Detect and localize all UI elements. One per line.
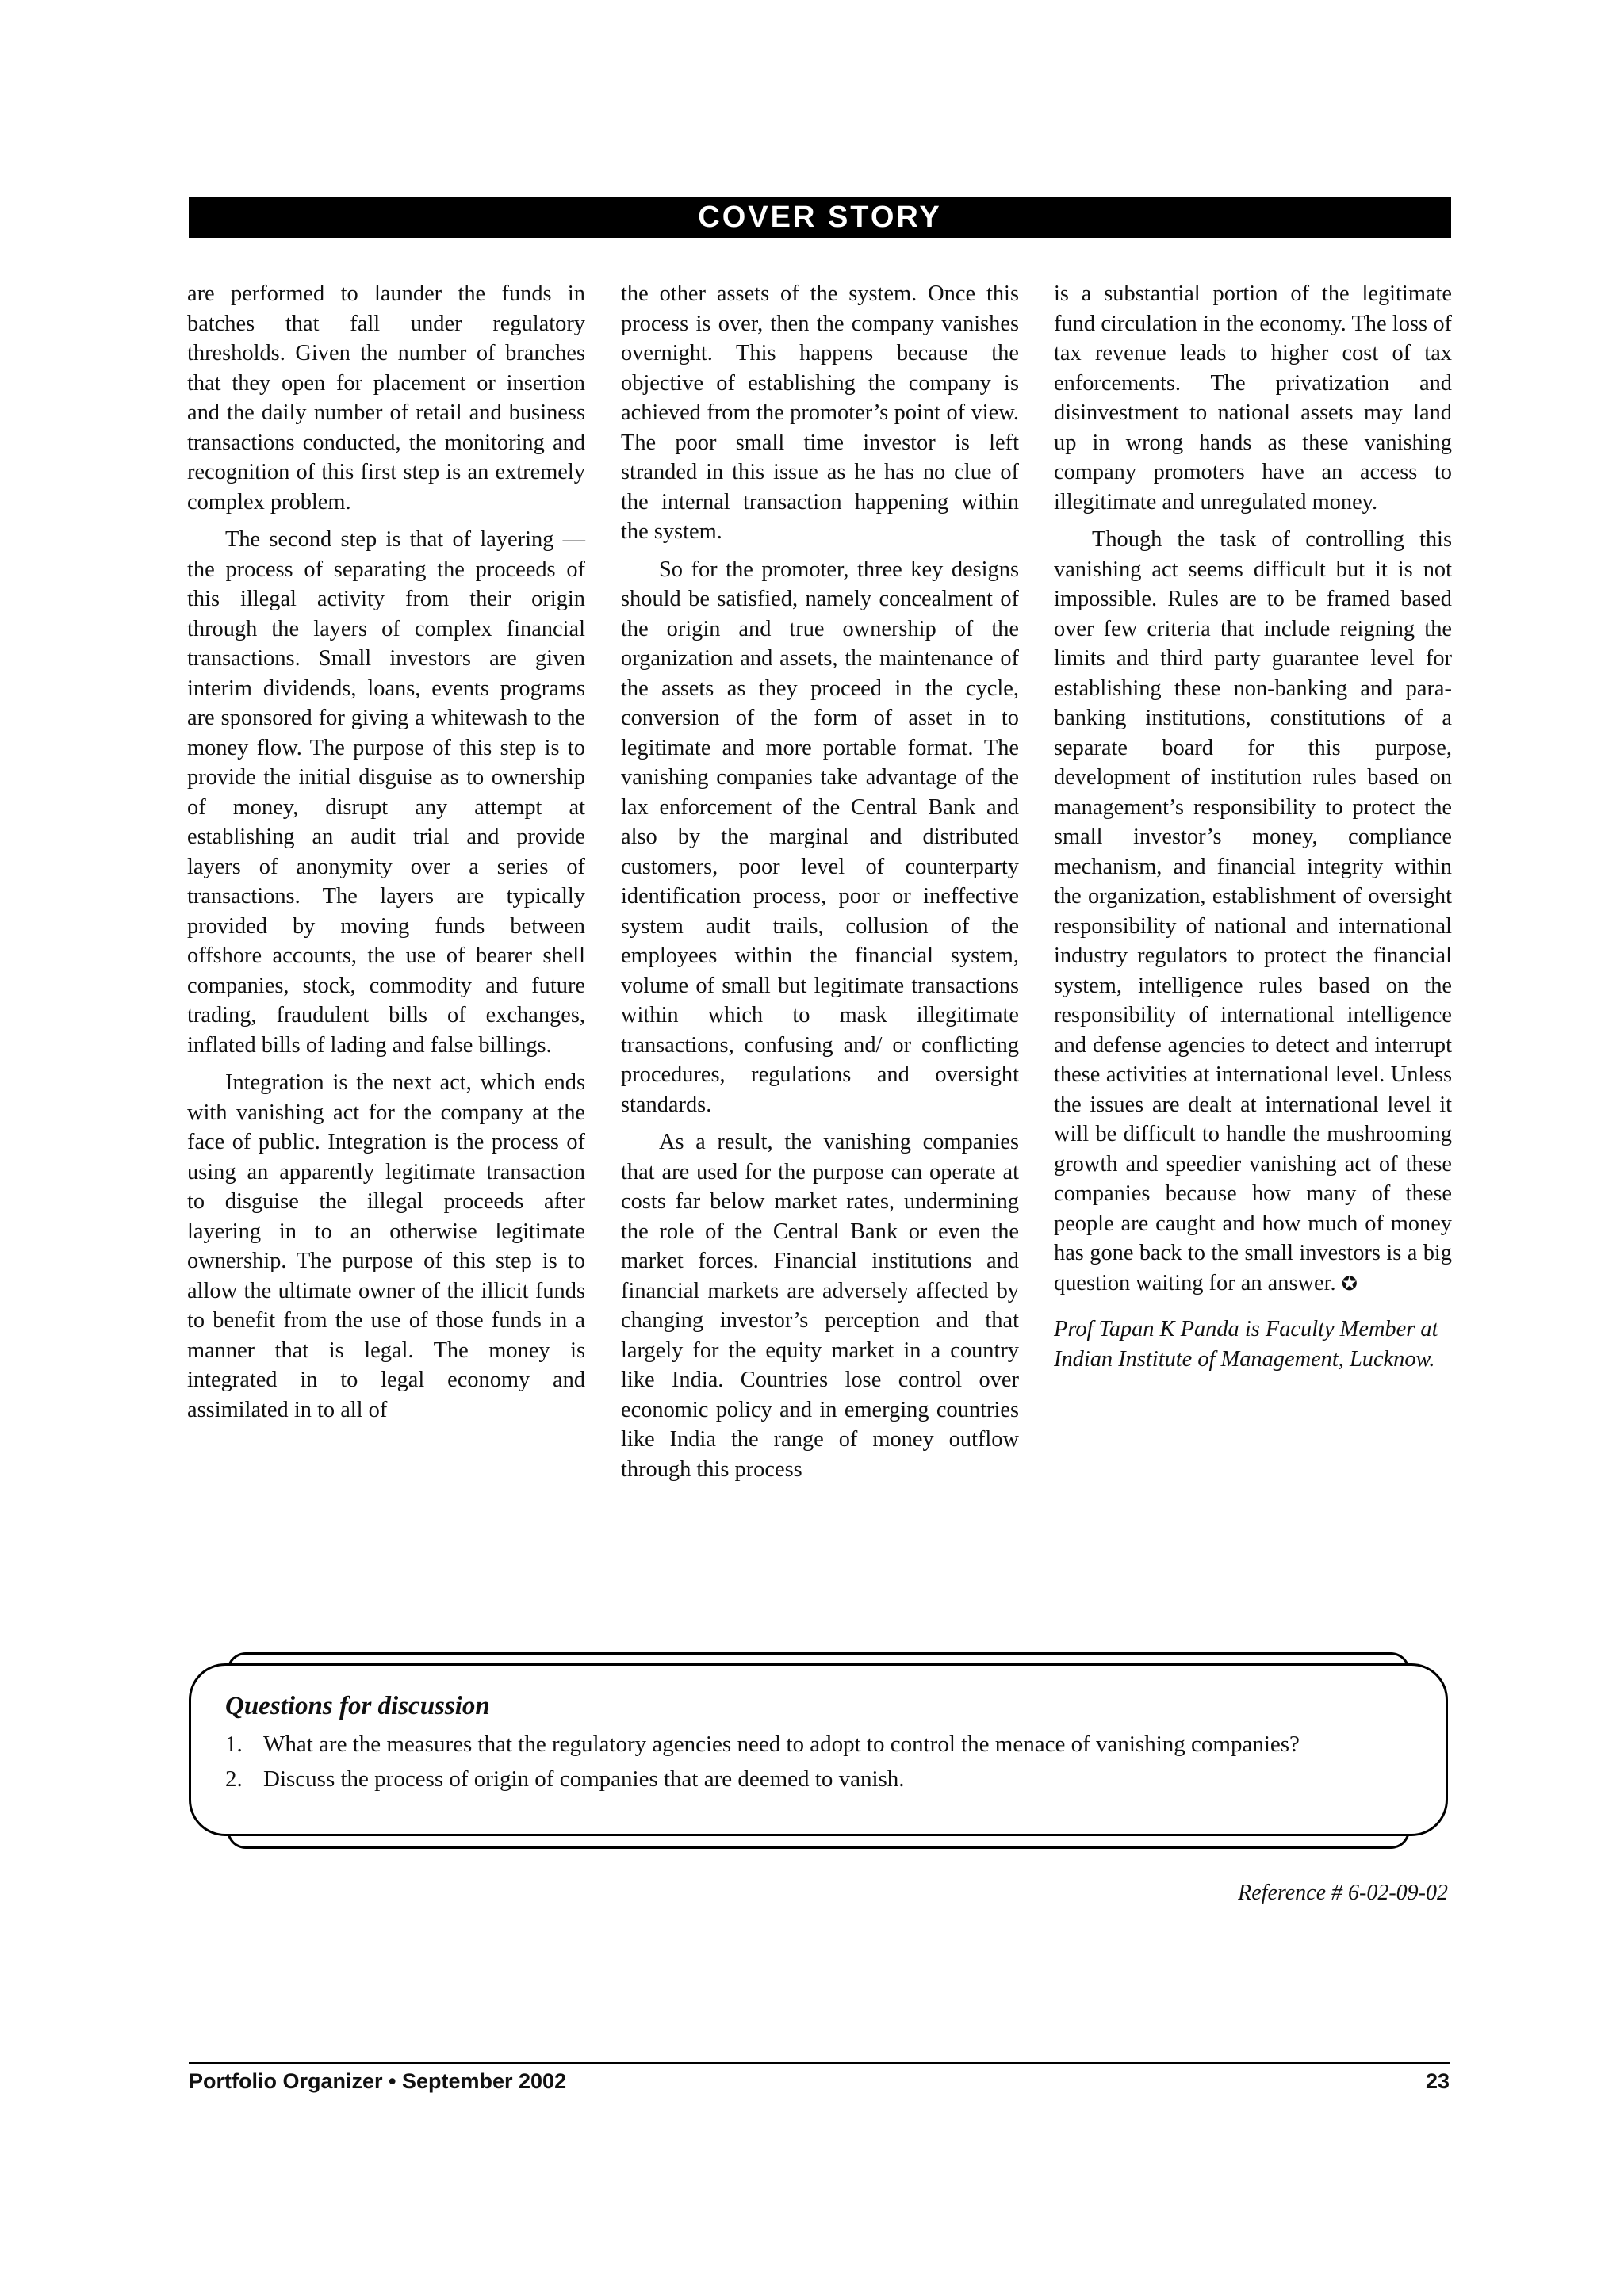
footer-publication: Portfolio Organizer • September 2002 bbox=[189, 2069, 567, 2093]
questions-list bbox=[225, 1727, 1462, 1797]
question-number: 1. bbox=[225, 1732, 243, 1757]
paragraph: are performed to launder the funds in batches that fall under regulatory thresholds. Given the number of branches that they open for placement or insertion and the daily number of retail and business transactions conducted, the monitoring and recognition of this first step is an extremely complex problem. bbox=[187, 281, 585, 515]
author-note: Prof Tapan K Panda is Faculty Member at Indian Institute of Management, Lucknow. bbox=[1054, 1317, 1438, 1372]
question-text: Discuss the process of origin of companies that are deemed to vanish. bbox=[263, 1766, 905, 1792]
footer-divider bbox=[189, 2062, 1450, 2064]
page-number: 23 bbox=[1425, 2069, 1450, 2093]
question-item bbox=[225, 1762, 1462, 1797]
paragraph: As a result, the vanishing companies that are used for the purpose can operate at costs far below market rates, undermining the role of the Central Bank or even the market forces. Financial institutions and financial markets are adversely affected by changing investor’s perception and that largely for the equity market in a country like India. Countries lose control over economic policy and in emerging countries like India the range of money outflow through this process bbox=[621, 1130, 1019, 1482]
paragraph-with-end-mark bbox=[1054, 525, 1452, 1299]
question-item bbox=[225, 1727, 1462, 1762]
article-column-2 bbox=[621, 279, 1019, 1484]
question-text: What are the measures that the regulatory agencies need to adopt to control the menace of vanishing companies? bbox=[263, 1732, 1300, 1757]
questions-title: Questions for discussion bbox=[225, 1692, 490, 1720]
paragraph: the other assets of the system. Once this process is over, then the company vanishes overnight. This happens because the objective of establishing the company is achieved from the promoter’s point of view. The poor small time investor is left stranded in this issue as he has no clue of the internal transaction happening within the system. bbox=[621, 281, 1019, 544]
article-column-3 bbox=[1054, 279, 1452, 1374]
questions-content bbox=[225, 1689, 1462, 1797]
paragraph: So for the promoter, three key designs should be satisfied, namely concealment of the origin and true ownership of the organization and assets, the maintenance of the assets as they proceed in the cycle, conversion of the form of asset in to legitimate and more portable format. The vanishing companies take advantage of the lax enforcement of the Central Bank and also by the marginal and distributed customers, poor level of counterparty identification process, poor or ineffective system audit trails, collusion of the employees within the financial system, volume of small but legitimate transactions within which to mask illegitimate transactions, confusing and/ or conflicting procedures, regulations and oversight standards. bbox=[621, 557, 1019, 1117]
paragraph: Integration is the next act, which ends with vanishing act for the company at the face of public. Integration is the process of using an apparently legitimate transaction to disguise the illegal proceeds after layering in to an otherwise legitimate ownership. The purpose of this step is to allow the ultimate owner of the illicit funds to benefit from the use of those funds in a manner that is legal. The money is integrated in to legal economy and assimilated in to all of bbox=[187, 1070, 585, 1422]
section-banner: COVER STORY bbox=[189, 197, 1451, 238]
article-column-1 bbox=[187, 279, 585, 1425]
paragraph: The second step is that of layering —the process of separating the proceeds of this illegal activity from their origin through the layers of complex financial transactions. Small investors are given interim dividends, loans, events programs are sponsored for giving a whitewash to the money flow. The purpose of this step is to provide the initial disguise as to ownership of money, disrupt any attempt at establishing an audit trial and provide layers of anonymity over a series of transactions. The layers are typically provided by moving funds between offshore accounts, the use of bearer shell companies, stock, commodity and future trading, fraudulent bills of exchanges, inflated bills of lading and false billings. bbox=[187, 527, 585, 1058]
reference-number: Reference # 6-02-09-02 bbox=[1238, 1881, 1448, 1905]
end-of-story-icon: ✪ bbox=[1341, 1272, 1358, 1295]
question-number: 2. bbox=[225, 1766, 243, 1792]
paragraph-text: Though the task of controlling this vanishing act seems difficult but it is not impossible. Rules are to be framed based over few criteria that include reigning the limits and third party guarantee level for establishing these non-banking and para-banking institutions, constitutions of a separate board for this purpose, development of institution rules based on management’s responsibility to protect the small investor’s money, compliance mechanism, and financial integrity within the organization, establishment of oversight responsibility of national and international industry regulators to protect the financial system, intelligence rules based on the responsibility of international intelligence and defense agencies to detect and interrupt these activities at international level. Unless the issues are dealt at international level it will be difficult to handle the mushrooming growth and speedier vanishing act of these companies because how many of these people are caught and how much of money has gone back to the small investors is a big question waiting for an answer. bbox=[1054, 527, 1452, 1295]
paragraph: is a substantial portion of the legitimate fund circulation in the economy. The loss of tax revenue leads to higher cost of tax enforcements. The privatization and disinvestment to national assets may land up in wrong hands as these vanishing company promoters have an access to illegitimate and unregulated money. bbox=[1054, 281, 1452, 515]
